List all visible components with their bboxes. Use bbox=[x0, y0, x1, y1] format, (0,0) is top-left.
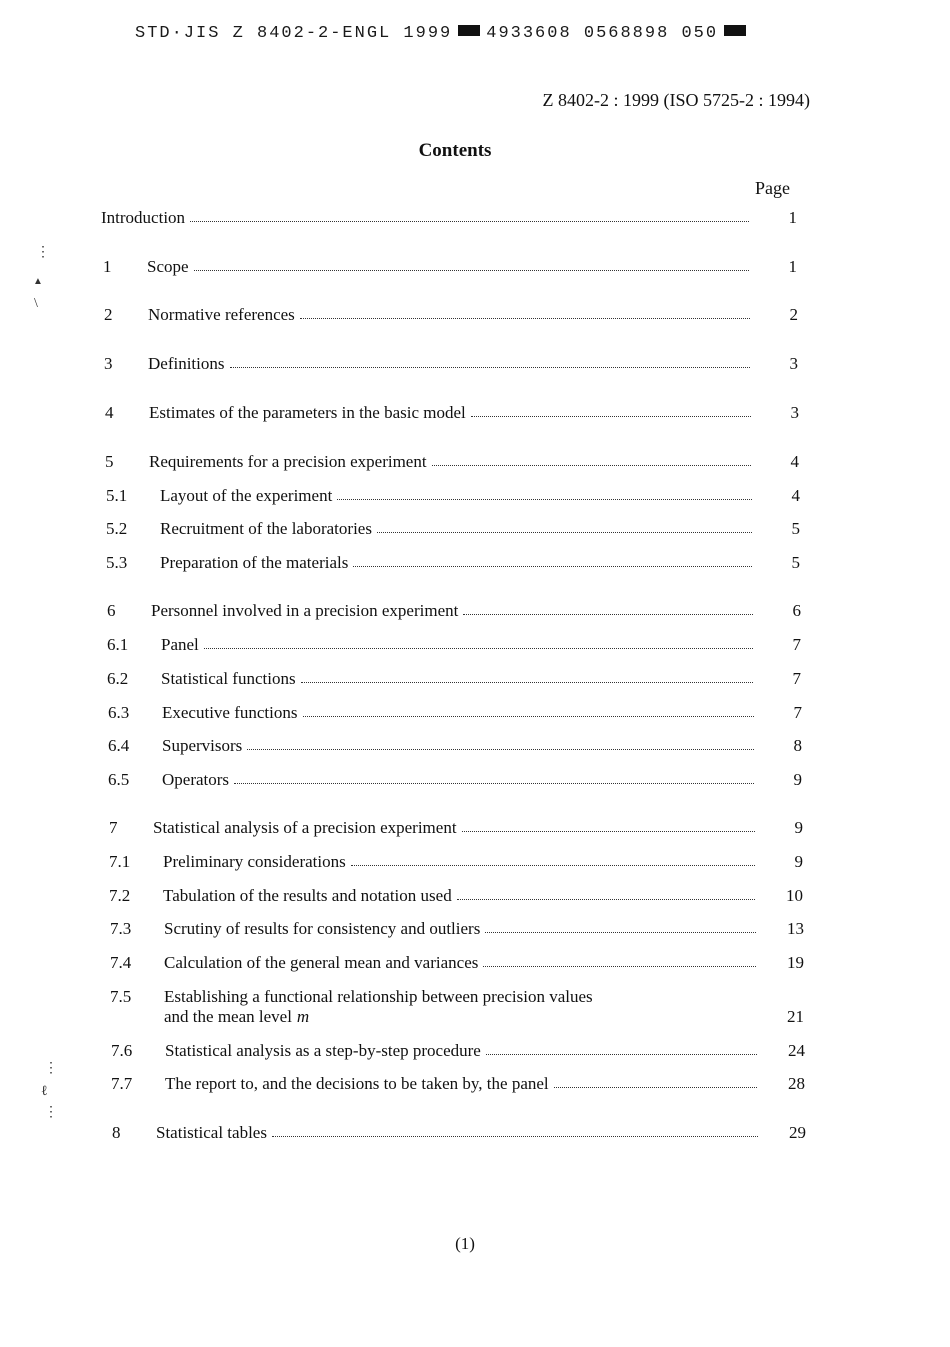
toc-entry bbox=[0, 486, 930, 510]
toc-entry-title-line bbox=[165, 1041, 760, 1061]
toc-entry-number: 7.6 bbox=[111, 1041, 133, 1060]
toc-entry-page: 4 bbox=[791, 486, 800, 505]
toc-entry-title-line bbox=[151, 601, 756, 621]
toc-entry-number: 6.5 bbox=[108, 770, 130, 789]
margin-mark: ⋮ bbox=[44, 1105, 58, 1120]
toc-entry bbox=[0, 553, 930, 577]
toc-entry-page: 8 bbox=[793, 736, 802, 755]
redaction-block bbox=[458, 25, 480, 36]
toc-entry-title: Tabulation of the results and notation used bbox=[163, 886, 452, 905]
toc-entry bbox=[0, 886, 930, 910]
toc-entry-title: Scrutiny of results for consistency and outliers bbox=[164, 919, 481, 938]
leader-dots bbox=[353, 566, 752, 567]
page-column-heading: Page bbox=[755, 178, 790, 198]
toc-entry-title-line bbox=[148, 354, 753, 374]
toc-entry-title-line bbox=[148, 305, 753, 325]
toc-entry-title: Personnel involved in a precision experiment bbox=[151, 601, 459, 620]
toc-entry-title: Establishing a functional relationship between precision values bbox=[164, 987, 593, 1006]
toc-entry-page: 9 bbox=[794, 852, 803, 871]
toc-entry-number: 5 bbox=[105, 452, 114, 471]
toc-entry-variable: m bbox=[296, 1007, 310, 1026]
toc-entry-title-line bbox=[101, 208, 752, 228]
toc-entry-page: 29 bbox=[789, 1123, 806, 1142]
toc-entry-number: 1 bbox=[103, 257, 112, 276]
toc-entry-title: The report to, and the decisions to be taken by, the panel bbox=[165, 1074, 549, 1093]
leader-dots bbox=[204, 648, 753, 649]
toc-entry-page: 9 bbox=[794, 818, 803, 837]
toc-entry-page: 4 bbox=[790, 452, 799, 471]
toc-entry-number: 7.1 bbox=[109, 852, 131, 871]
toc-entry-page: 3 bbox=[789, 354, 798, 373]
toc-entry-title-line bbox=[164, 919, 759, 939]
toc-entry-title: Introduction bbox=[101, 208, 186, 227]
toc-entry-title: Recruitment of the laboratories bbox=[160, 519, 372, 538]
toc-entry bbox=[0, 703, 930, 727]
toc-entry-number: 7.3 bbox=[110, 919, 132, 938]
document-code-header bbox=[135, 24, 752, 43]
toc-entry-number: 4 bbox=[105, 403, 114, 422]
toc-entry-title-line bbox=[147, 257, 752, 277]
toc-entry-number: 8 bbox=[112, 1123, 121, 1142]
toc-entry bbox=[0, 818, 930, 842]
toc-entry-page: 7 bbox=[792, 669, 801, 688]
toc-entry-number: 5.3 bbox=[106, 553, 128, 572]
toc-entry-page: 6 bbox=[792, 601, 801, 620]
toc-entry-number: 7 bbox=[109, 818, 118, 837]
toc-entry-title-line bbox=[164, 953, 759, 973]
toc-entry-number: 7.5 bbox=[110, 987, 132, 1006]
toc-entry-title: Calculation of the general mean and variances bbox=[164, 953, 479, 972]
leader-dots bbox=[485, 932, 756, 933]
redaction-block bbox=[724, 25, 746, 36]
toc-entry-number: 6.2 bbox=[107, 669, 129, 688]
toc-entry-title: Normative references bbox=[148, 305, 295, 324]
toc-entry bbox=[0, 1123, 930, 1147]
toc-entry-title-line bbox=[162, 770, 757, 790]
leader-dots bbox=[272, 1136, 758, 1137]
leader-dots bbox=[247, 749, 754, 750]
leader-dots bbox=[337, 499, 752, 500]
toc-entry bbox=[0, 736, 930, 760]
leader-dots bbox=[300, 318, 750, 319]
toc-entry-number: 7.7 bbox=[111, 1074, 133, 1093]
toc-entry-number: 7.4 bbox=[110, 953, 132, 972]
toc-entry bbox=[0, 1074, 930, 1098]
toc-entry-title-line bbox=[163, 852, 758, 872]
toc-entry-page: 10 bbox=[786, 886, 803, 905]
toc-entry-title: Statistical tables bbox=[156, 1123, 267, 1142]
toc-entry-number: 6.4 bbox=[108, 736, 130, 755]
toc-entry-page: 7 bbox=[793, 703, 802, 722]
toc-entry-number: 2 bbox=[104, 305, 113, 324]
leader-dots bbox=[457, 899, 755, 900]
leader-dots bbox=[462, 831, 755, 832]
toc-entry bbox=[0, 770, 930, 794]
toc-entry-title-line bbox=[153, 818, 758, 838]
leader-dots bbox=[234, 783, 754, 784]
leader-dots bbox=[486, 1054, 757, 1055]
document-code-left: STD·JIS Z 8402-2-ENGL 1999 bbox=[135, 24, 453, 43]
toc-entry-title: Scope bbox=[147, 257, 189, 276]
toc-entry bbox=[0, 519, 930, 543]
leader-dots bbox=[303, 716, 755, 717]
toc-entry-page: 1 bbox=[788, 208, 797, 227]
margin-mark: ⋮ bbox=[36, 245, 50, 260]
toc-entry-page: 19 bbox=[787, 953, 804, 972]
toc-entry-number: 7.2 bbox=[109, 886, 131, 905]
leader-dots bbox=[377, 532, 752, 533]
toc-entry-title-line bbox=[165, 1074, 760, 1094]
margin-mark: ℓ bbox=[41, 1084, 48, 1099]
leader-dots bbox=[190, 221, 749, 222]
leader-dots bbox=[194, 270, 749, 271]
toc-entry-title: Executive functions bbox=[162, 703, 298, 722]
document-code-mid: 4933608 0568898 050 bbox=[486, 24, 719, 43]
toc-entry-title-line bbox=[160, 553, 755, 573]
toc-entry bbox=[0, 919, 930, 943]
toc-entry bbox=[0, 305, 930, 329]
toc-entry-page: 5 bbox=[791, 553, 800, 572]
toc-entry-title: Panel bbox=[161, 635, 199, 654]
toc-entry bbox=[0, 635, 930, 659]
toc-entry-page: 9 bbox=[793, 770, 802, 789]
toc-entry-number: 6.3 bbox=[108, 703, 130, 722]
toc-entry-number: 3 bbox=[104, 354, 113, 373]
toc-entry-title: Statistical functions bbox=[161, 669, 296, 688]
leader-dots bbox=[483, 966, 756, 967]
standard-number: Z 8402-2 : 1999 (ISO 5725-2 : 1994) bbox=[542, 90, 810, 110]
toc-entry bbox=[0, 403, 930, 427]
toc-entry-title: Requirements for a precision experiment bbox=[149, 452, 427, 471]
leader-dots bbox=[554, 1087, 757, 1088]
toc-entry-title-line bbox=[149, 403, 754, 423]
toc-entry-title: Supervisors bbox=[162, 736, 243, 755]
leader-dots bbox=[463, 614, 753, 615]
toc-entry-title: Preliminary considerations bbox=[163, 852, 346, 871]
leader-dots bbox=[432, 465, 751, 466]
toc-entry-title-line bbox=[149, 452, 754, 472]
toc-entry-title-continuation bbox=[164, 1007, 759, 1027]
toc-entry-page: 5 bbox=[791, 519, 800, 538]
toc-entry-title: Estimates of the parameters in the basic model bbox=[149, 403, 466, 422]
toc-entry-number: 6 bbox=[107, 601, 116, 620]
toc-entry-page: 2 bbox=[789, 305, 798, 324]
contents-title: Contents bbox=[418, 140, 492, 161]
toc-entry-number: 5.2 bbox=[106, 519, 128, 538]
leader-dots bbox=[351, 865, 755, 866]
toc-entry-title-line bbox=[161, 635, 756, 655]
toc-entry-number: 5.1 bbox=[106, 486, 128, 505]
toc-entry-title: Statistical analysis of a precision experiment bbox=[153, 818, 457, 837]
toc-entry-title-line bbox=[161, 669, 756, 689]
toc-entry bbox=[0, 852, 930, 876]
toc-entry-page: 28 bbox=[788, 1074, 805, 1093]
toc-entry-title-line bbox=[162, 703, 757, 723]
toc-entry-page: 3 bbox=[790, 403, 799, 422]
toc-entry-title-line bbox=[156, 1123, 761, 1143]
toc-entry-title: Operators bbox=[162, 770, 230, 789]
toc-entry-title: Layout of the experiment bbox=[160, 486, 333, 505]
toc-entry-page: 1 bbox=[788, 257, 797, 276]
toc-entry bbox=[0, 953, 930, 977]
leader-dots bbox=[471, 416, 751, 417]
toc-entry-page: 7 bbox=[792, 635, 801, 654]
toc-entry bbox=[0, 452, 930, 476]
toc-entry-title-line bbox=[160, 486, 755, 506]
toc-entry-title: Preparation of the materials bbox=[160, 553, 349, 572]
leader-dots bbox=[301, 682, 753, 683]
toc-entry-title-line bbox=[160, 519, 755, 539]
toc-entry-number: 6.1 bbox=[107, 635, 129, 654]
toc-entry bbox=[0, 354, 930, 378]
leader-dots bbox=[230, 367, 751, 368]
margin-mark: ⋮ bbox=[44, 1061, 58, 1076]
toc-entry bbox=[0, 601, 930, 625]
toc-entry bbox=[0, 987, 930, 1026]
toc-entry bbox=[0, 257, 930, 281]
toc-entry-page: 21 bbox=[787, 1007, 804, 1026]
toc-entry-title-line bbox=[163, 886, 758, 906]
toc-entry bbox=[0, 1041, 930, 1065]
toc-entry-title-line2: and the mean level bbox=[164, 1007, 292, 1026]
toc-entry bbox=[0, 208, 930, 232]
margin-mark: ▲ bbox=[33, 276, 43, 287]
margin-mark: \ bbox=[34, 296, 38, 311]
toc-entry-title: Definitions bbox=[148, 354, 225, 373]
toc-entry-page: 13 bbox=[787, 919, 804, 938]
toc-entry-page: 24 bbox=[788, 1041, 805, 1060]
toc-entry-title: Statistical analysis as a step-by-step procedure bbox=[165, 1041, 481, 1060]
toc-entry bbox=[0, 669, 930, 693]
page-number: (1) bbox=[455, 1234, 475, 1253]
toc-entry-title-line bbox=[162, 736, 757, 756]
